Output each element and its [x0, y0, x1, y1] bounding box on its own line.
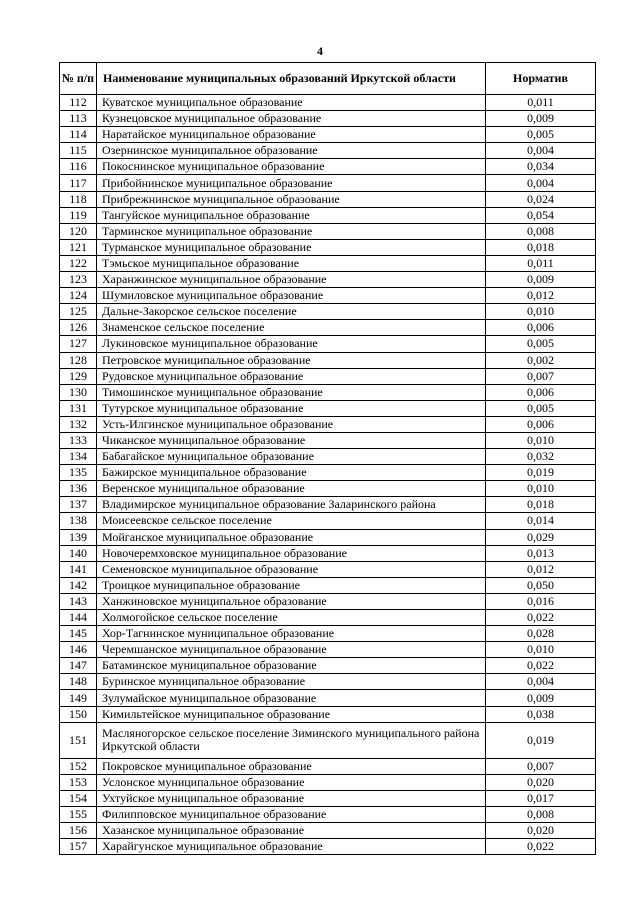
row-number: 140 [60, 545, 97, 561]
municipality-name: Петровское муниципальное образование [97, 352, 486, 368]
municipality-name: Чиканское муниципальное образование [97, 432, 486, 448]
municipality-name: Рудовское муниципальное образование [97, 368, 486, 384]
table-row [60, 255, 596, 271]
row-number: 142 [60, 577, 97, 593]
norm-value: 0,004 [486, 143, 596, 159]
municipality-name: Покровское муниципальное образование [97, 758, 486, 774]
norm-value: 0,010 [486, 481, 596, 497]
norm-value: 0,050 [486, 577, 596, 593]
municipality-name: Тарминское муниципальное образование [97, 223, 486, 239]
table-row [60, 143, 596, 159]
table-row [60, 272, 596, 288]
norm-value: 0,002 [486, 352, 596, 368]
municipality-name: Покоснинское муниципальное образование [97, 159, 486, 175]
table-row [60, 207, 596, 223]
table-row [60, 320, 596, 336]
norm-value: 0,007 [486, 758, 596, 774]
municipality-name: Буринское муниципальное образование [97, 674, 486, 690]
municipality-name: Хазанское муниципальное образование [97, 823, 486, 839]
row-number: 135 [60, 465, 97, 481]
row-number: 133 [60, 432, 97, 448]
norm-value: 0,018 [486, 497, 596, 513]
municipality-name: Тутурское муниципальное образование [97, 400, 486, 416]
table-row [60, 175, 596, 191]
row-number: 156 [60, 823, 97, 839]
norm-value: 0,010 [486, 304, 596, 320]
municipality-name: Веренское муниципальное образование [97, 481, 486, 497]
municipality-name: Шумиловское муниципальное образование [97, 288, 486, 304]
municipality-name: Бабагайское муниципальное образование [97, 449, 486, 465]
row-number: 141 [60, 561, 97, 577]
municipality-name: Троицкое муниципальное образование [97, 577, 486, 593]
row-number: 146 [60, 642, 97, 658]
norm-value: 0,007 [486, 368, 596, 384]
table-row [60, 658, 596, 674]
row-number: 118 [60, 191, 97, 207]
row-number: 119 [60, 207, 97, 223]
norm-value: 0,005 [486, 336, 596, 352]
header-number: № п/п [60, 63, 97, 95]
norm-value: 0,019 [486, 465, 596, 481]
table-row [60, 449, 596, 465]
municipality-name: Куватское муниципальное образование [97, 95, 486, 111]
norm-value: 0,028 [486, 626, 596, 642]
row-number: 125 [60, 304, 97, 320]
municipality-name: Хор-Тагнинское муниципальное образование [97, 626, 486, 642]
row-number: 144 [60, 610, 97, 626]
municipality-name: Тэмьское муниципальное образование [97, 255, 486, 271]
table-row [60, 790, 596, 806]
row-number: 123 [60, 272, 97, 288]
municipality-name: Усть-Илгинское муниципальное образование [97, 416, 486, 432]
row-number: 155 [60, 806, 97, 822]
norm-value: 0,004 [486, 674, 596, 690]
table-row [60, 368, 596, 384]
municipality-name: Знаменское сельское поселение [97, 320, 486, 336]
municipality-name: Владимирское муниципальное образование Заларинского района [97, 497, 486, 513]
norm-value: 0,006 [486, 320, 596, 336]
municipality-name: Услонское муниципальное образование [97, 774, 486, 790]
table-row [60, 384, 596, 400]
municipality-name: Турманское муниципальное образование [97, 239, 486, 255]
row-number: 117 [60, 175, 97, 191]
row-number: 113 [60, 111, 97, 127]
table-row [60, 159, 596, 175]
table-row [60, 674, 596, 690]
table-row [60, 336, 596, 352]
norm-value: 0,032 [486, 449, 596, 465]
municipality-name: Филипповское муниципальное образование [97, 806, 486, 822]
table-row [60, 111, 596, 127]
table-row [60, 722, 596, 758]
row-number: 136 [60, 481, 97, 497]
table-row [60, 191, 596, 207]
table-row [60, 610, 596, 626]
norm-value: 0,005 [486, 127, 596, 143]
norm-value: 0,029 [486, 529, 596, 545]
municipality-name: Моисеевское сельское поселение [97, 513, 486, 529]
norm-value: 0,012 [486, 288, 596, 304]
municipality-name: Зулумайское муниципальное образование [97, 690, 486, 706]
row-number: 132 [60, 416, 97, 432]
municipality-name: Кузнецовское муниципальное образование [97, 111, 486, 127]
municipality-name: Черемшанское муниципальное образование [97, 642, 486, 658]
page-number: 4 [317, 44, 323, 58]
row-number: 131 [60, 400, 97, 416]
table-row [60, 223, 596, 239]
norm-value: 0,011 [486, 255, 596, 271]
table-row [60, 823, 596, 839]
norm-value: 0,012 [486, 561, 596, 577]
norm-value: 0,011 [486, 95, 596, 111]
table-row [60, 432, 596, 448]
row-number: 150 [60, 706, 97, 722]
row-number: 143 [60, 593, 97, 609]
row-number: 120 [60, 223, 97, 239]
municipality-name: Прибойнинское муниципальное образование [97, 175, 486, 191]
row-number: 134 [60, 449, 97, 465]
norm-value: 0,009 [486, 272, 596, 288]
row-number: 128 [60, 352, 97, 368]
row-number: 138 [60, 513, 97, 529]
table-row [60, 127, 596, 143]
norm-value: 0,022 [486, 610, 596, 626]
table-row [60, 774, 596, 790]
norm-value: 0,054 [486, 207, 596, 223]
row-number: 147 [60, 658, 97, 674]
norm-value: 0,010 [486, 642, 596, 658]
table-row [60, 95, 596, 111]
norm-value: 0,008 [486, 806, 596, 822]
table-row [60, 806, 596, 822]
norm-value: 0,017 [486, 790, 596, 806]
norms-table [59, 62, 596, 855]
norm-value: 0,008 [486, 223, 596, 239]
municipality-name: Ухтуйское муниципальное образование [97, 790, 486, 806]
norm-value: 0,010 [486, 432, 596, 448]
norm-value: 0,014 [486, 513, 596, 529]
table-row [60, 706, 596, 722]
norm-value: 0,024 [486, 191, 596, 207]
municipality-name: Мойганское муниципальное образование [97, 529, 486, 545]
row-number: 139 [60, 529, 97, 545]
norm-value: 0,034 [486, 159, 596, 175]
municipality-name: Семеновское муниципальное образование [97, 561, 486, 577]
table-row [60, 288, 596, 304]
row-number: 126 [60, 320, 97, 336]
header-name: Наименование муниципальных образований Иркутской области [97, 63, 486, 95]
table-row [60, 690, 596, 706]
norm-value: 0,009 [486, 690, 596, 706]
row-number: 122 [60, 255, 97, 271]
row-number: 137 [60, 497, 97, 513]
municipality-name: Прибрежнинское муниципальное образование [97, 191, 486, 207]
norm-value: 0,004 [486, 175, 596, 191]
municipality-name: Бажирское муниципальное образование [97, 465, 486, 481]
table-header-row [60, 63, 596, 95]
municipality-name: Масляногорское сельское поселение Зиминского муниципального района Иркутской области [97, 722, 486, 758]
header-norm: Норматив [486, 63, 596, 95]
norm-value: 0,009 [486, 111, 596, 127]
municipality-name: Батаминское муниципальное образование [97, 658, 486, 674]
row-number: 149 [60, 690, 97, 706]
municipality-name: Озернинское муниципальное образование [97, 143, 486, 159]
row-number: 127 [60, 336, 97, 352]
row-number: 129 [60, 368, 97, 384]
row-number: 153 [60, 774, 97, 790]
table-row [60, 465, 596, 481]
norm-value: 0,016 [486, 593, 596, 609]
norm-value: 0,019 [486, 722, 596, 758]
row-number: 148 [60, 674, 97, 690]
table-row [60, 497, 596, 513]
table-row [60, 239, 596, 255]
table-body [60, 95, 596, 855]
row-number: 114 [60, 127, 97, 143]
municipality-name: Тимошинское муниципальное образование [97, 384, 486, 400]
row-number: 115 [60, 143, 97, 159]
municipality-name: Харанжинское муниципальное образование [97, 272, 486, 288]
row-number: 112 [60, 95, 97, 111]
table-row [60, 626, 596, 642]
norm-value: 0,006 [486, 416, 596, 432]
municipality-name: Дальне-Закорское сельское поселение [97, 304, 486, 320]
row-number: 157 [60, 839, 97, 855]
norm-value: 0,022 [486, 658, 596, 674]
table-row [60, 593, 596, 609]
row-number: 130 [60, 384, 97, 400]
table-row [60, 400, 596, 416]
table-row [60, 416, 596, 432]
table-row [60, 839, 596, 855]
norm-value: 0,020 [486, 823, 596, 839]
municipality-name: Харайгунское муниципальное образование [97, 839, 486, 855]
norm-value: 0,006 [486, 384, 596, 400]
row-number: 152 [60, 758, 97, 774]
row-number: 154 [60, 790, 97, 806]
row-number: 151 [60, 722, 97, 758]
municipality-name: Ханжиновское муниципальное образование [97, 593, 486, 609]
norm-value: 0,020 [486, 774, 596, 790]
municipality-name: Тангуйское муниципальное образование [97, 207, 486, 223]
table-row [60, 642, 596, 658]
municipality-name: Наратайское муниципальное образование [97, 127, 486, 143]
row-number: 121 [60, 239, 97, 255]
table-row [60, 481, 596, 497]
table-row [60, 529, 596, 545]
municipality-name: Новочеремховское муниципальное образование [97, 545, 486, 561]
norm-value: 0,013 [486, 545, 596, 561]
municipality-name: Лукиновское муниципальное образование [97, 336, 486, 352]
norm-value: 0,022 [486, 839, 596, 855]
table-row [60, 545, 596, 561]
table-row [60, 513, 596, 529]
table-row [60, 758, 596, 774]
norm-value: 0,038 [486, 706, 596, 722]
row-number: 145 [60, 626, 97, 642]
row-number: 116 [60, 159, 97, 175]
table-row [60, 304, 596, 320]
table-row [60, 352, 596, 368]
norm-value: 0,005 [486, 400, 596, 416]
norm-value: 0,018 [486, 239, 596, 255]
municipality-name: Кимильтейское муниципальное образование [97, 706, 486, 722]
table-row [60, 577, 596, 593]
row-number: 124 [60, 288, 97, 304]
table-row [60, 561, 596, 577]
municipality-name: Холмогойское сельское поселение [97, 610, 486, 626]
